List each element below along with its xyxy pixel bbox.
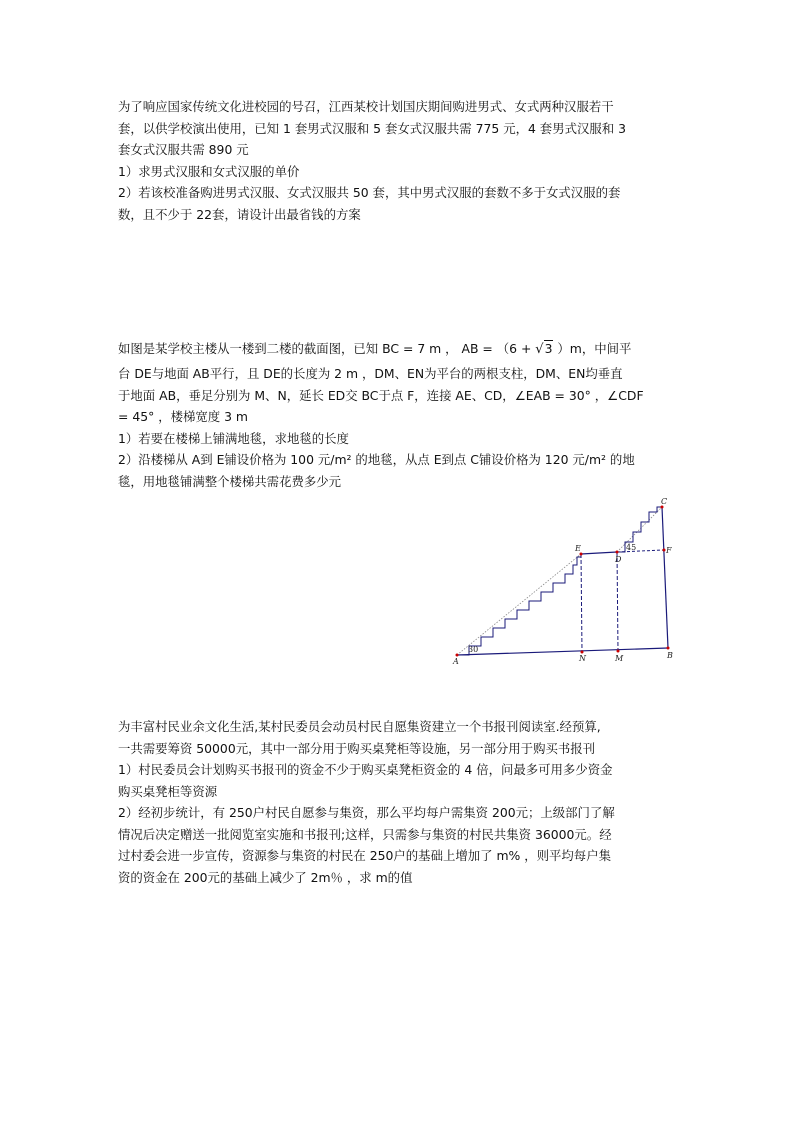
problem-3-line: 1）村民委员会计划购买书报刊的资金不少于购买桌凳柜资金的 4 倍，问最多可用多少资金 (118, 762, 613, 777)
angle-label-d: 45 (626, 543, 637, 552)
problem-3 (118, 716, 676, 888)
sqrt-expression (535, 336, 553, 363)
label-e: E (575, 544, 581, 553)
label-d: D (615, 555, 622, 564)
sqrt-symbol: √ (535, 342, 544, 357)
staircase-figure (445, 495, 685, 665)
problem-3-line: 购买桌凳柜等资源 (118, 783, 218, 799)
problem-3-line: 2）经初步统计，有 250户村民自愿参与集资，那么平均每户需集资 200元；上级部门了解 (118, 805, 615, 820)
label-f: F (666, 546, 672, 555)
label-m: M (615, 654, 624, 663)
line-en (581, 554, 582, 652)
line-ae (457, 554, 581, 655)
problem-2-line1-text-end: ）m，中间平 (557, 341, 632, 356)
problem-2-line: 于地面 AB，垂足分别为 M、N，延长 ED交 BC于点 F，连接 AE、CD，∠EAB = 30° ，∠CDF (118, 387, 644, 403)
problem-2-line: 台 DE与地面 AB平行，且 DE的长度为 2 m ，DM、EN为平台的两根支柱，DM、EN均垂直 (118, 366, 623, 381)
problem-1-line: 套女式汉服共需 890 元 (118, 142, 249, 157)
problem-3-line: 资的资金在 200元的基础上减少了 2m％ ，求 m的值 (118, 869, 413, 885)
problem-2-line1-text: 如图是某学校主楼从一楼到二楼的截面图，已知 BC = 7 m ， AB = （6 + (118, 341, 532, 356)
problem-2 (118, 336, 676, 492)
angle-label-a: 30 (468, 645, 479, 654)
label-n: N (579, 654, 586, 663)
problem-2-line: = 45° ，楼梯宽度 3 m (118, 409, 249, 424)
line-dm (617, 552, 618, 651)
sqrt-radicand: 3 (544, 341, 553, 356)
point-b (667, 647, 670, 650)
label-b: B (667, 651, 673, 660)
problem-2-line (118, 336, 676, 363)
label-a: A (453, 657, 459, 665)
label-c: C (661, 497, 668, 506)
problem-1-line: 数，且不少于 22套，请设计出最省钱的方案 (118, 206, 361, 222)
problem-1-line: 2）若该校准备购进男式汉服、女式汉服共 50 套，其中男式汉服的套数不多于女式汉服的套 (118, 185, 621, 200)
point-d (616, 551, 619, 554)
problem-3-line: 为丰富村民业余文化生活,某村民委员会动员村民自愿集资建立一个书报刊阅读室.经预算, (118, 719, 601, 734)
line-dc (617, 507, 662, 552)
problem-2-line: 毯，用地毯铺满整个楼梯共需花费多少元 (118, 473, 342, 489)
staircase-diagram (445, 495, 685, 665)
problem-3-line: 过村委会进一步宣传，资源参与集资的村民在 250户的基础上增加了 m% ，则平均每户集 (118, 848, 611, 863)
point-m (617, 650, 620, 653)
problem-1-line: 套，以供学校演出使用，已知 1 套男式汉服和 5 套女式汉服共需 775 元，4 套男式汉服和 3 (118, 120, 626, 136)
problem-1-line: 1）求男式汉服和女式汉服的单价 (118, 163, 300, 179)
problem-1 (118, 96, 676, 225)
line-bc (662, 507, 668, 648)
problem-2-line: 2）沿楼梯从 A到 E铺设价格为 100 元/m² 的地毯，从点 E到点 C铺设价格为 120 元/m² 的地 (118, 452, 635, 467)
line-ed (581, 552, 617, 554)
problem-2-line: 1）若要在楼梯上铺满地毯，求地毯的长度 (118, 430, 349, 446)
line-ab (457, 648, 668, 655)
problem-1-line: 为了响应国家传统文化进校园的号召，江西某校计划国庆期间购进男式、女式两种汉服若干 (118, 99, 614, 114)
problem-3-line: 一共需要筹资 50000元，其中一部分用于购买桌凳柜等设施，另一部分用于购买书报刊 (118, 740, 596, 756)
problem-3-line: 情况后决定赠送一批阅览室实施和书报刊;这样，只需参与集资的村民共集资 36000元。经 (118, 826, 612, 842)
